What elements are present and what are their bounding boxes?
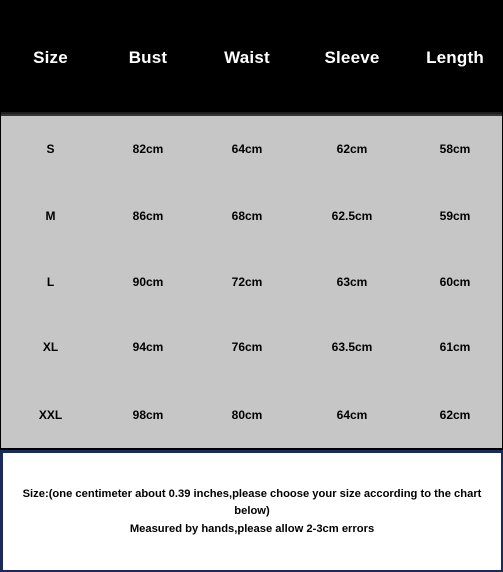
- cell-sleeve: 64cm: [336, 408, 368, 422]
- cell-length: 60cm: [439, 275, 471, 289]
- note-measurement-error: Measured by hands,please allow 2-3cm errors: [129, 522, 375, 535]
- header-bust: Bust: [128, 47, 168, 67]
- cell-size: M: [45, 209, 56, 223]
- cell-length: 58cm: [439, 142, 471, 156]
- header-sleeve: Sleeve: [324, 47, 380, 67]
- note-size-conversion: Size:(one centimeter about 0.39 inches,please choose your size according to the chart below): [22, 487, 482, 517]
- cell-waist: 72cm: [231, 275, 263, 289]
- cell-length: 62cm: [439, 408, 471, 422]
- table-row: [1, 116, 503, 182]
- cell-size: L: [46, 275, 55, 289]
- cell-waist: 68cm: [231, 209, 263, 223]
- table-row: [1, 382, 503, 448]
- cell-waist: 76cm: [231, 340, 263, 354]
- cell-sleeve: 63.5cm: [331, 340, 373, 354]
- cell-size: S: [46, 142, 55, 156]
- table-body: [1, 114, 503, 450]
- cell-bust: 86cm: [132, 209, 164, 223]
- header-waist: Waist: [224, 47, 270, 67]
- table-row: [1, 314, 503, 380]
- cell-bust: 82cm: [132, 142, 164, 156]
- cell-length: 61cm: [439, 340, 471, 354]
- table-row: [1, 183, 503, 249]
- cell-bust: 90cm: [132, 275, 164, 289]
- header-length: Length: [426, 47, 484, 67]
- cell-sleeve: 63cm: [336, 275, 368, 289]
- cell-waist: 80cm: [231, 408, 263, 422]
- cell-bust: 98cm: [132, 408, 164, 422]
- table-header-row: [1, 1, 503, 114]
- cell-sleeve: 62.5cm: [331, 209, 373, 223]
- table-row: [1, 249, 503, 315]
- cell-waist: 64cm: [231, 142, 263, 156]
- measurement-note: [0, 450, 503, 572]
- cell-length: 59cm: [439, 209, 471, 223]
- cell-size: XXL: [38, 408, 63, 422]
- cell-bust: 94cm: [132, 340, 164, 354]
- header-size: Size: [33, 47, 68, 67]
- cell-size: XL: [42, 340, 59, 354]
- cell-sleeve: 62cm: [336, 142, 368, 156]
